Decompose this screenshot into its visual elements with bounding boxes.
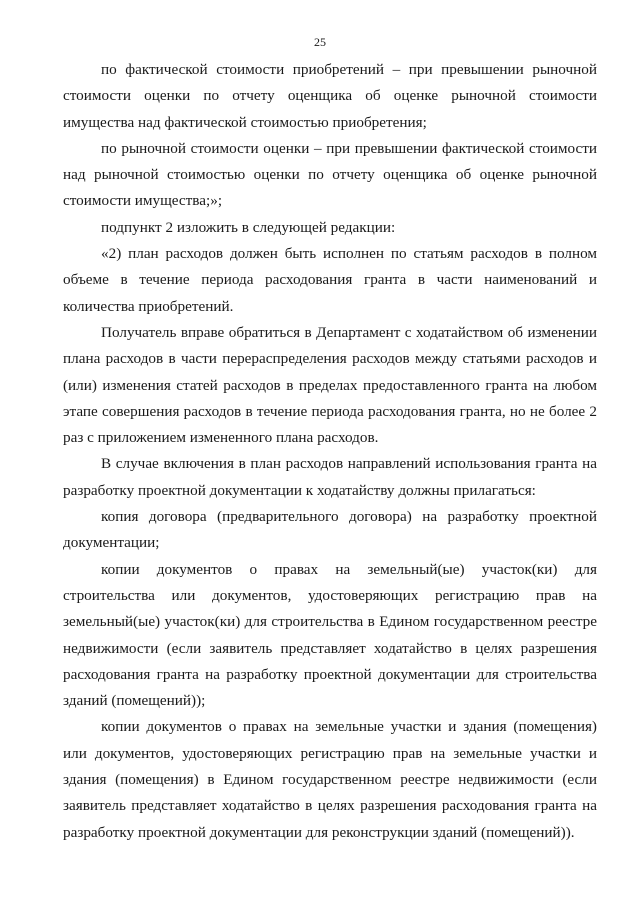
paragraph-actual-value-excess: по рыночной стоимости оценки – при превышении фактической стоимости над рыночной стоимостью оценки по отчету оценщика об оценке рыночной стоимости имущества;»;: [63, 139, 597, 210]
page-number: 25: [314, 35, 326, 49]
paragraph-subpoint-2-intro: подпункт 2 изложить в следующей редакции:: [101, 218, 396, 236]
paragraph-land-rights-reconstruction: копии документов о правах на земельные участки и здания (помещения) или документов, удостоверяющих регистрацию прав на земельные участки и здания (помещения) в Едином государственном реестре недвижимости (если заявитель представляет ходатайство в целях разрешения расходования гранта на разработку проектной документации для реконструкции зданий (помещений)).: [63, 718, 597, 841]
paragraph-design-documentation: В случае включения в план расходов направлений использования гранта на разработку проектной документации к ходатайству должны прилагаться:: [63, 455, 597, 499]
paragraph-land-rights-construction: копии документов о правах на земельный(ые) участок(ки) для строительства или документов, удостоверяющих регистрацию прав на земельный(ые) участок(ки) для строительства в Едином государственном реестре недвижимости (если заявитель представляет ходатайство в целях разрешения расходования гранта на разработку проектной документации для строительства зданий (помещений));: [63, 560, 597, 710]
document-body: [63, 57, 597, 846]
paragraph-contract-copy: копия договора (предварительного договора) на разработку проектной документации;: [63, 508, 597, 552]
paragraph-market-value-excess: по фактической стоимости приобретений – при превышении рыночной стоимости оценки по отчету оценщика об оценке рыночной стоимости имущества над фактической стоимостью приобретения;: [63, 61, 597, 131]
paragraph-plan-change-request: Получатель вправе обратиться в Департамент с ходатайством об изменении плана расходов в части перераспределения расходов между статьями расходов и (или) изменения статей расходов в пределах предоставленного гранта на любом этапе совершения расходов в течение периода расходования гранта, но не более 2 раз с приложением измененного плана расходов.: [63, 323, 597, 447]
paragraph-expense-plan: «2) план расходов должен быть исполнен по статьям расходов в полном объеме в течение периода расходования гранта в части наименований и количества приобретений.: [63, 245, 597, 315]
